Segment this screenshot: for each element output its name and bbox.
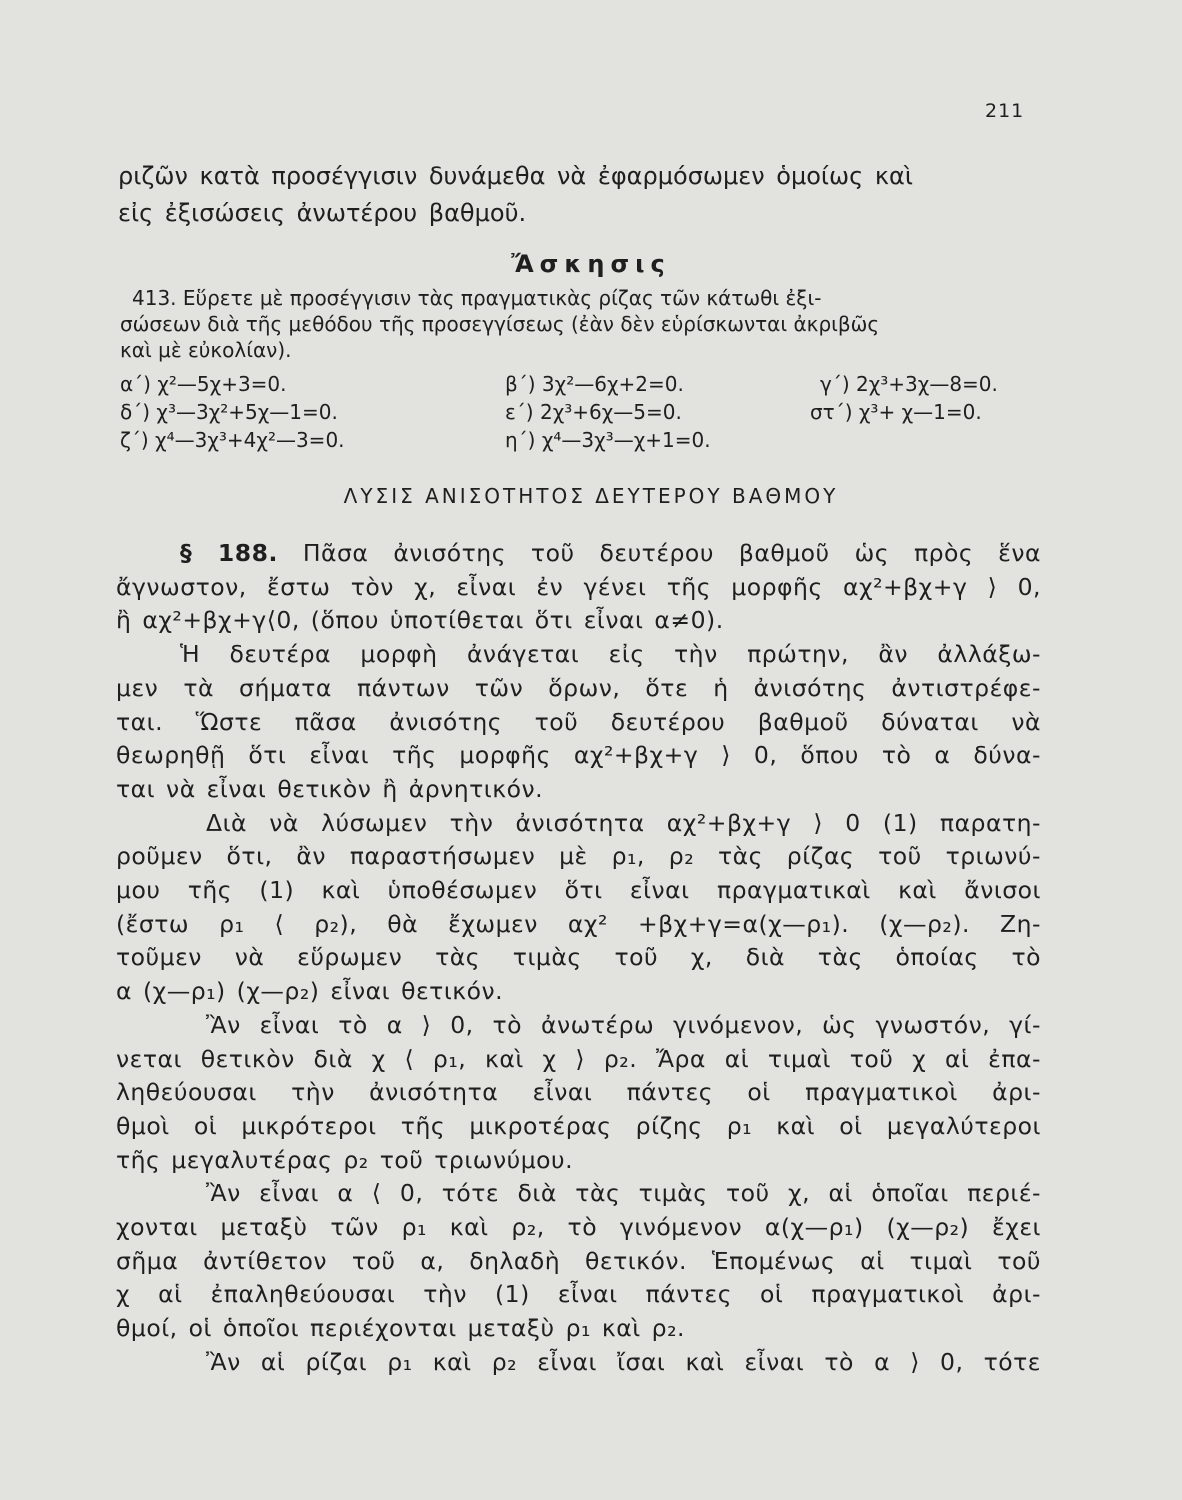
text-line: ται. Ὥστε πᾶσα ἀνισότης τοῦ δευτέρου βαθμοῦ δύναται νὰ — [116, 707, 1041, 736]
intro-paragraph — [118, 158, 1048, 232]
text-line: τῆς μεγαλυτέρας ρ₂ τοῦ τριωνύμου. — [116, 1145, 574, 1174]
equation: στ΄) χ³+ χ—1=0. — [810, 400, 982, 424]
equation-row — [120, 372, 1040, 400]
text-line: μου τῆς (1) καὶ ὑποθέσωμεν ὅτι εἶναι πραγματικαὶ καὶ ἄνισοι — [116, 876, 1041, 905]
text-line: ται νὰ εἶναι θετικὸν ἢ ἀρνητικόν. — [116, 774, 544, 803]
text-line: Ἡ δευτέρα μορφὴ ἀνάγεται εἰς τὴν πρώτην, ἂν ἀλλάξω- — [180, 640, 1041, 669]
text-line: καὶ μὲ εὐκολίαν). — [120, 338, 292, 362]
text-line: 413. Εὕρετε μὲ προσέγγισιν τὰς πραγματικὰς ρίζας τῶν κάτωθι ἐξι- — [132, 286, 822, 310]
section-title: ΛΥΣΙΣ ΑΝΙΣΟΤΗΤΟΣ ΔΕΥΤΕΡΟΥ ΒΑΘΜΟΥ — [343, 484, 839, 508]
text-line: α (χ—ρ₁) (χ—ρ₂) εἶναι θετικόν. — [116, 977, 504, 1006]
text-line: ἄγνωστον, ἔστω τὸν χ, εἶναι ἐν γένει τῆς μορφῆς αχ²+βχ+γ ⟩ 0, — [116, 572, 1041, 601]
exercise-problem — [120, 285, 1040, 363]
text-line: (ἔστω ρ₁ ⟨ ρ₂), θὰ ἔχωμεν αχ² +βχ+γ=α(χ—ρ₁). (χ—ρ₂). Ζη- — [116, 909, 1041, 938]
text-line: θμοὶ οἱ μικρότεροι τῆς μικροτέρας ρίζης ρ₁ καὶ οἱ μεγαλύτεροι — [116, 1111, 1041, 1140]
text-line: Ἂν εἶναι τὸ α ⟩ 0, τὸ ἀνωτέρω γινόμενον, ὡς γνωστόν, γί- — [206, 1010, 1041, 1039]
text-line: νεται θετικὸν διὰ χ ⟨ ρ₁, καὶ χ ⟩ ρ₂. Ἄρα αἱ τιμαὶ τοῦ χ αἱ ἐπα- — [116, 1044, 1041, 1073]
text-line: θεωρηθῇ ὅτι εἶναι τῆς μορφῆς αχ²+βχ+γ ⟩ 0, ὅπου τὸ α δύνα- — [116, 741, 1041, 770]
text-line: σῆμα ἀντίθετον τοῦ α, δηλαδὴ θετικόν. Ἑπομένως αἱ τιμαὶ τοῦ — [116, 1246, 1041, 1275]
equation: η΄) χ⁴—3χ³—χ+1=0. — [505, 428, 711, 452]
equation: ε΄) 2χ³+6χ—5=0. — [505, 400, 682, 424]
section-body — [116, 537, 1041, 1380]
equation: β΄) 3χ²—6χ+2=0. — [505, 372, 684, 396]
text-line: ληθεύουσαι τὴν ἀνισότητα εἶναι πάντες οἱ πραγματικοὶ ἀρι- — [116, 1078, 1041, 1107]
text-line: Ἂν εἶναι α ⟨ 0, τότε διὰ τὰς τιμὰς τοῦ χ, αἱ ὁποῖαι περιέ- — [206, 1179, 1041, 1208]
equation-row — [120, 428, 1040, 456]
equation: ζ΄) χ⁴—3χ³+4χ²—3=0. — [120, 428, 345, 452]
text-line: χ αἱ ἐπαληθεύουσαι τὴν (1) εἶναι πάντες οἱ πραγματικοὶ ἀρι- — [116, 1280, 1041, 1309]
text-line: Διὰ νὰ λύσωμεν τὴν ἀνισότητα αχ²+βχ+γ ⟩ 0 (1) παρατη- — [206, 808, 1041, 837]
text-line: Ἂν αἱ ρίζαι ρ₁ καὶ ρ₂ εἶναι ἴσαι καὶ εἶναι τὸ α ⟩ 0, τότε — [206, 1347, 1041, 1376]
text-line: § 188. Πᾶσα ἀνισότης τοῦ δευτέρου βαθμοῦ ὡς πρὸς ἕνα — [180, 539, 1041, 567]
page-number: 211 — [985, 100, 1025, 122]
equation-row — [120, 400, 1040, 428]
text-line: σώσεων διὰ τῆς μεθόδου τῆς προσεγγίσεως (ἐὰν δὲν εὑρίσκωνται ἀκριβῶς — [120, 312, 880, 336]
equation: γ΄) 2χ³+3χ—8=0. — [820, 372, 998, 396]
text-line: τοῦμεν νὰ εὕρωμεν τὰς τιμὰς τοῦ χ, διὰ τὰς ὁποίας τὸ — [116, 943, 1041, 972]
text-line: εἰς ἐξισώσεις ἀνωτέρου βαθμοῦ. — [118, 199, 527, 227]
section-number: § 188. — [180, 539, 278, 567]
text-line: μεν τὰ σήματα πάντων τῶν ὅρων, ὅτε ἡ ἀνισότης ἀντιστρέφε- — [116, 673, 1041, 702]
equation: δ΄) χ³—3χ²+5χ—1=0. — [120, 400, 338, 424]
equation: α΄) χ²—5χ+3=0. — [120, 372, 287, 396]
text-line: ροῦμεν ὅτι, ἂν παραστήσωμεν μὲ ρ₁, ρ₂ τὰς ρίζας τοῦ τριωνύ- — [116, 842, 1041, 871]
text-line: χονται μεταξὺ τῶν ρ₁ καὶ ρ₂, τὸ γινόμενον α(χ—ρ₁) (χ—ρ₂) ἔχει — [116, 1213, 1041, 1242]
text-line: ριζῶν κατὰ προσέγγισιν δυνάμεθα νὰ ἐφαρμόσωμεν ὁμοίως καὶ — [118, 162, 913, 190]
text-line: ἢ αχ²+βχ+γ⟨0, (ὅπου ὑποτίθεται ὅτι εἶναι α≠0). — [116, 606, 724, 635]
exercises-heading: Ἄσκησις — [511, 250, 671, 278]
text-line: θμοί, οἱ ὁποῖοι περιέχονται μεταξὺ ρ₁ καὶ ρ₂. — [116, 1314, 685, 1343]
